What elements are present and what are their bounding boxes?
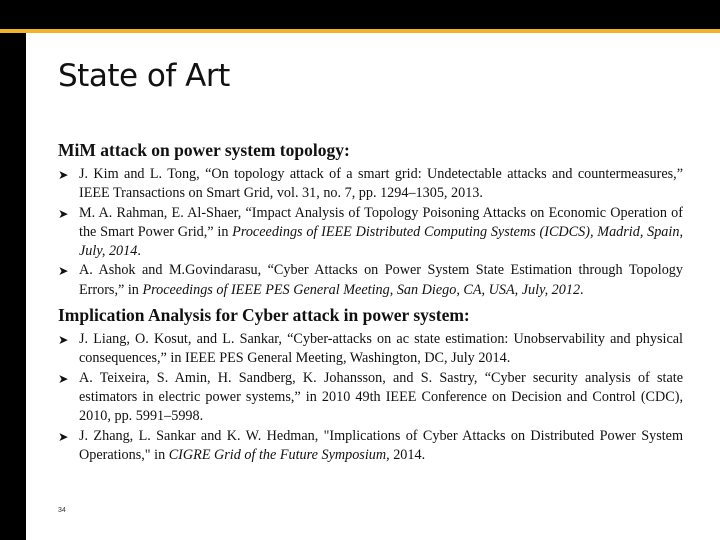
arrowhead-bullet-icon: ➤ bbox=[58, 263, 69, 279]
left-black-bar bbox=[0, 33, 26, 540]
reference-item: ➤ J. Zhang, L. Sankar and K. W. Hedman, "Implications of Cyber Attacks on Distributed Power System Operations," in CIGRE Grid of the Future Symposium, 2014. bbox=[58, 427, 683, 463]
reference-list-mim bbox=[58, 165, 683, 300]
arrowhead-bullet-icon: ➤ bbox=[58, 428, 69, 444]
arrowhead-bullet-icon: ➤ bbox=[58, 332, 69, 348]
gold-accent-bar bbox=[0, 29, 720, 33]
reference-item: ➤ J. Liang, O. Kosut, and L. Sankar, “Cyber-attacks on ac state estimation: Unobservability and physical consequences,” in IEEE PES General Meeting, Washington, DC, July 2014. bbox=[58, 331, 683, 367]
top-black-bar bbox=[0, 0, 720, 29]
arrowhead-bullet-icon: ➤ bbox=[58, 370, 69, 386]
reference-item: ➤ A. Teixeira, S. Amin, H. Sandberg, K. Johansson, and S. Sastry, “Cyber security analysis of state estimators in electric power systems,” in 2010 49th IEEE Conference on Decision and Control (CDC), 2010, pp. 5991–5998. bbox=[58, 369, 683, 425]
slide-title: State of Art bbox=[58, 58, 230, 94]
reference-item: ➤ J. Kim and L. Tong, “On topology attack of a smart grid: Undetectable attacks and countermeasures,” IEEE Transactions on Smart Grid, vol. 31, no. 7, pp. 1294–1305, 2013. bbox=[58, 166, 683, 202]
section-heading-implication-analysis: Implication Analysis for Cyber attack in power system: bbox=[58, 305, 470, 326]
arrowhead-bullet-icon: ➤ bbox=[58, 205, 69, 221]
slide-content bbox=[58, 139, 683, 465]
page-number: 34 bbox=[58, 507, 66, 514]
arrowhead-bullet-icon: ➤ bbox=[58, 167, 69, 182]
section-heading-mim-attack: MiM attack on power system topology: bbox=[58, 140, 350, 160]
reference-item: ➤ A. Ashok and M.Govindarasu, “Cyber Attacks on Power System State Estimation through Topology Errors,” in Proceedings of IEEE PES General Meeting, San Diego, CA, USA, July, 2012. bbox=[58, 262, 683, 298]
reference-list-implication bbox=[58, 330, 683, 465]
reference-item: ➤ M. A. Rahman, E. Al-Shaer, “Impact Analysis of Topology Poisoning Attacks on Economic Operation of the Smart Power Grid,” in Proceedings of IEEE Distributed Computing Systems (ICDCS), Madrid, Spain, July, 2014. bbox=[58, 204, 683, 260]
